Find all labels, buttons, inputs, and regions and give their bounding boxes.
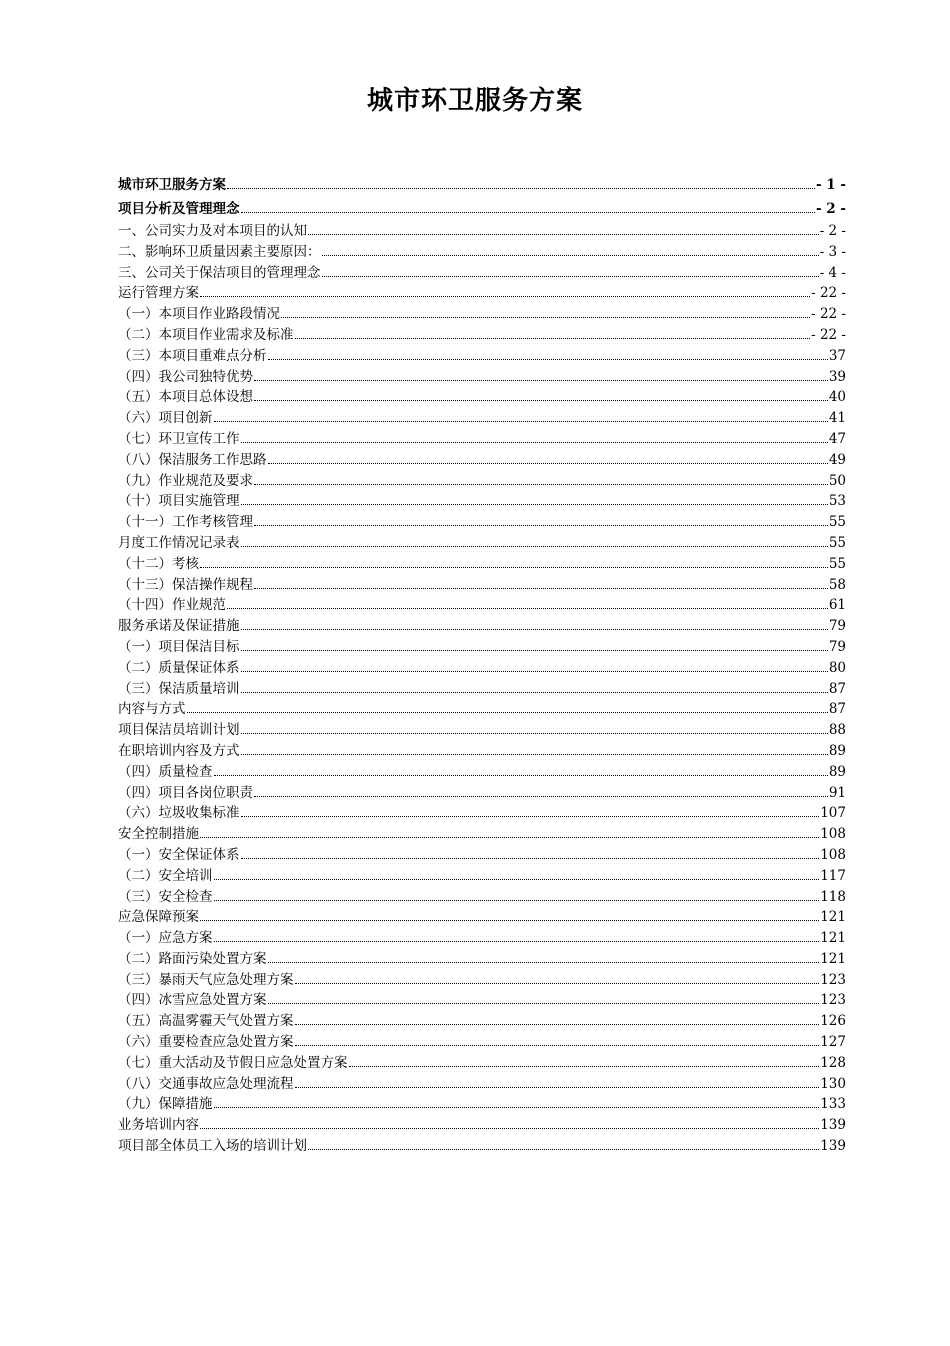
toc-entry-page-number: 123: [820, 971, 846, 988]
toc-dot-leader: [322, 275, 819, 277]
toc-entry-label: （二）质量保证体系: [118, 659, 240, 676]
toc-dot-leader: [214, 878, 820, 880]
toc-dot-leader: [241, 649, 828, 651]
toc-entry-label: 二、影响环卫质量因素主要原因：: [118, 243, 321, 260]
toc-entry-page-number: 50: [828, 472, 846, 489]
toc-entry-label: （五）高温雾霾天气处置方案: [118, 1013, 294, 1030]
toc-entry[interactable]: [118, 741, 846, 762]
toc-entry-page-number: - 1 -: [816, 177, 846, 193]
toc-entry-label: （七）环卫宣传工作: [118, 430, 240, 447]
toc-entry-page-number: 127: [820, 1034, 846, 1051]
toc-entry-label: （八）保洁服务工作思路: [118, 451, 267, 468]
toc-entry-page-number: - 2 -: [819, 223, 846, 239]
toc-dot-leader: [349, 1065, 820, 1067]
toc-entry[interactable]: [118, 887, 846, 908]
toc-dot-leader: [200, 295, 810, 297]
toc-entry-label: （一）本项目作业路段情况: [118, 306, 280, 323]
toc-entry-page-number: 130: [820, 1075, 846, 1092]
toc-entry-label: （九）保障措施: [118, 1096, 213, 1113]
toc-entry-label: （六）重要检查应急处置方案: [118, 1034, 294, 1051]
toc-entry[interactable]: [118, 304, 846, 325]
toc-entry-page-number: 87: [828, 680, 846, 697]
toc-dot-leader: [295, 1023, 820, 1025]
toc-entry[interactable]: [118, 408, 846, 429]
toc-entry-label: （二）路面污染处置方案: [118, 950, 267, 967]
toc-entry[interactable]: [118, 450, 846, 471]
toc-entry[interactable]: [118, 616, 846, 637]
toc-entry-label: （十一）工作考核管理: [118, 514, 253, 531]
toc-entry-label: 城市环卫服务方案: [118, 177, 226, 193]
toc-entry-label: （一）安全保证体系: [118, 846, 240, 863]
toc-entry-page-number: - 3 -: [819, 243, 846, 260]
toc-entry-page-number: 123: [820, 992, 846, 1009]
toc-entry-label: （二）本项目作业需求及标准: [118, 326, 294, 343]
toc-entry-label: 一、公司实力及对本项目的认知: [118, 223, 307, 239]
toc-entry-label: （七）重大活动及节假日应急处置方案: [118, 1054, 348, 1071]
toc-entry-page-number: - 22 -: [811, 285, 846, 302]
toc-entry[interactable]: [118, 699, 846, 720]
toc-entry[interactable]: [118, 1094, 846, 1115]
toc-entry-page-number: 79: [828, 638, 846, 655]
toc-entry-page-number: 55: [828, 514, 846, 531]
toc-entry[interactable]: [118, 658, 846, 679]
toc-entry-page-number: 41: [828, 410, 846, 427]
toc-dot-leader: [241, 211, 816, 213]
toc-entry[interactable]: [118, 387, 846, 408]
toc-entry-page-number: 139: [820, 1138, 846, 1155]
toc-entry-label: 运行管理方案: [118, 285, 199, 302]
toc-entry-label: （四）项目各岗位职责: [118, 784, 253, 801]
toc-dot-leader: [254, 795, 828, 797]
toc-entry-page-number: 89: [828, 742, 846, 759]
toc-entry[interactable]: [118, 1136, 846, 1157]
toc-entry[interactable]: [118, 1053, 846, 1074]
toc-entry-page-number: 39: [828, 368, 846, 385]
toc-entry[interactable]: [118, 283, 846, 304]
toc-entry[interactable]: [118, 554, 846, 575]
toc-entry-page-number: 47: [828, 430, 846, 447]
toc-dot-leader: [200, 919, 819, 921]
toc-entry-page-number: - 22 -: [811, 326, 846, 343]
toc-entry-label: 三、公司关于保洁项目的管理理念: [118, 264, 321, 281]
toc-entry-label: （二）安全培训: [118, 867, 213, 884]
toc-dot-leader: [281, 316, 810, 318]
toc-entry-page-number: 91: [828, 784, 846, 801]
table-of-contents: [118, 173, 846, 1157]
toc-entry[interactable]: [118, 949, 846, 970]
toc-dot-leader: [295, 1044, 820, 1046]
toc-entry-page-number: 89: [828, 763, 846, 780]
toc-entry-label: （三）安全检查: [118, 888, 213, 905]
toc-entry-label: 业务培训内容: [118, 1117, 199, 1134]
toc-entry[interactable]: [118, 803, 846, 824]
toc-entry[interactable]: [118, 970, 846, 991]
toc-entry[interactable]: [118, 429, 846, 450]
toc-entry[interactable]: [118, 866, 846, 887]
toc-dot-leader: [268, 961, 820, 963]
toc-entry[interactable]: [118, 595, 846, 616]
toc-dot-leader: [227, 187, 815, 189]
toc-entry-label: 安全控制措施: [118, 826, 199, 843]
toc-entry-label: （六）垃圾收集标准: [118, 805, 240, 822]
toc-entry[interactable]: [118, 325, 846, 346]
toc-dot-leader: [241, 691, 828, 693]
toc-entry[interactable]: [118, 824, 846, 845]
toc-entry[interactable]: [118, 197, 846, 221]
toc-entry-label: （四）质量检查: [118, 763, 213, 780]
toc-entry[interactable]: [118, 762, 846, 783]
toc-entry-label: （九）作业规范及要求: [118, 472, 253, 489]
toc-entry[interactable]: [118, 637, 846, 658]
toc-entry-label: （三）保洁质量培训: [118, 680, 240, 697]
toc-dot-leader: [241, 753, 828, 755]
toc-entry[interactable]: [118, 533, 846, 554]
toc-entry[interactable]: [118, 990, 846, 1011]
toc-dot-leader: [241, 503, 828, 505]
toc-entry-label: （三）暴雨天气应急处理方案: [118, 971, 294, 988]
toc-entry[interactable]: [118, 720, 846, 741]
toc-entry[interactable]: [118, 263, 846, 284]
toc-dot-leader: [214, 940, 820, 942]
toc-dot-leader: [241, 732, 828, 734]
toc-entry[interactable]: [118, 221, 846, 242]
toc-dot-leader: [200, 836, 819, 838]
toc-entry[interactable]: [118, 367, 846, 388]
toc-dot-leader: [254, 483, 828, 485]
toc-dot-leader: [241, 857, 820, 859]
toc-dot-leader: [241, 545, 828, 547]
toc-entry-page-number: 88: [828, 722, 846, 739]
toc-dot-leader: [295, 982, 820, 984]
toc-dot-leader: [268, 358, 828, 360]
toc-dot-leader: [254, 587, 828, 589]
toc-dot-leader: [200, 566, 828, 568]
toc-entry-label: （五）本项目总体设想: [118, 389, 253, 406]
toc-entry-page-number: 87: [828, 701, 846, 718]
toc-entry-label: （四）冰雪应急处置方案: [118, 992, 267, 1009]
toc-entry-page-number: 126: [820, 1013, 846, 1030]
toc-entry[interactable]: [118, 679, 846, 700]
toc-entry-label: 项目分析及管理理念: [118, 201, 240, 217]
toc-entry-label: 内容与方式: [118, 701, 186, 718]
toc-entry-page-number: 121: [820, 909, 846, 926]
toc-dot-leader: [241, 441, 828, 443]
toc-entry[interactable]: [118, 1115, 846, 1136]
toc-entry-label: 应急保障预案: [118, 909, 199, 926]
toc-entry[interactable]: [118, 1011, 846, 1032]
toc-dot-leader: [200, 1127, 819, 1129]
toc-entry[interactable]: [118, 575, 846, 596]
toc-entry-label: （一）应急方案: [118, 930, 213, 947]
toc-dot-leader: [295, 1086, 820, 1088]
toc-dot-leader: [241, 628, 828, 630]
toc-entry-page-number: 133: [820, 1096, 846, 1113]
toc-entry-label: （六）项目创新: [118, 410, 213, 427]
toc-dot-leader: [187, 711, 828, 713]
toc-entry-page-number: 108: [820, 826, 846, 843]
toc-dot-leader: [214, 774, 828, 776]
toc-dot-leader: [268, 1002, 820, 1004]
toc-entry-page-number: 55: [828, 555, 846, 572]
toc-entry-page-number: - 2 -: [816, 201, 846, 217]
toc-dot-leader: [227, 607, 828, 609]
toc-entry-page-number: - 4 -: [819, 264, 846, 281]
toc-dot-leader: [308, 233, 819, 235]
toc-entry-label: （十）项目实施管理: [118, 493, 240, 510]
toc-entry[interactable]: [118, 242, 846, 263]
toc-entry-label: （十二）考核: [118, 555, 199, 572]
toc-entry-label: 服务承诺及保证措施: [118, 618, 240, 635]
toc-entry-page-number: 37: [828, 347, 846, 364]
toc-entry-label: （十四）作业规范: [118, 597, 226, 614]
toc-entry-label: 项目保洁员培训计划: [118, 722, 240, 739]
toc-entry[interactable]: [118, 173, 846, 197]
toc-dot-leader: [322, 254, 819, 256]
toc-entry-page-number: 117: [820, 867, 846, 884]
toc-entry-page-number: 121: [820, 930, 846, 947]
toc-entry-page-number: 121: [820, 950, 846, 967]
toc-dot-leader: [241, 815, 820, 817]
toc-entry-page-number: 55: [828, 534, 846, 551]
toc-entry-label: （十三）保洁操作规程: [118, 576, 253, 593]
toc-entry-page-number: 139: [820, 1117, 846, 1134]
toc-entry-label: 月度工作情况记录表: [118, 534, 240, 551]
toc-dot-leader: [241, 670, 828, 672]
toc-entry[interactable]: [118, 783, 846, 804]
toc-entry[interactable]: [118, 928, 846, 949]
toc-entry-label: 项目部全体员工入场的培训计划: [118, 1138, 307, 1155]
toc-entry[interactable]: [118, 346, 846, 367]
toc-entry-page-number: 61: [828, 597, 846, 614]
toc-entry-label: 在职培训内容及方式: [118, 742, 240, 759]
toc-entry-page-number: 40: [828, 389, 846, 406]
toc-entry[interactable]: [118, 907, 846, 928]
document-title: 城市环卫服务方案: [366, 86, 583, 116]
toc-entry[interactable]: [118, 491, 846, 512]
toc-entry[interactable]: [118, 845, 846, 866]
toc-entry-page-number: 108: [820, 846, 846, 863]
toc-entry-label: （四）我公司独特优势: [118, 368, 253, 385]
toc-dot-leader: [214, 420, 828, 422]
toc-entry-page-number: 79: [828, 618, 846, 635]
toc-entry-page-number: 49: [828, 451, 846, 468]
toc-entry[interactable]: [118, 1032, 846, 1053]
toc-dot-leader: [295, 337, 811, 339]
toc-dot-leader: [268, 462, 828, 464]
toc-dot-leader: [214, 899, 820, 901]
toc-entry[interactable]: [118, 1074, 846, 1095]
toc-entry-page-number: 53: [828, 493, 846, 510]
toc-entry-page-number: 107: [820, 805, 846, 822]
toc-dot-leader: [254, 379, 828, 381]
toc-entry[interactable]: [118, 512, 846, 533]
toc-entry-page-number: 118: [820, 888, 846, 905]
toc-dot-leader: [254, 524, 828, 526]
toc-dot-leader: [308, 1148, 819, 1150]
toc-entry-page-number: 80: [828, 659, 846, 676]
toc-dot-leader: [214, 1106, 820, 1108]
toc-entry-page-number: 58: [828, 576, 846, 593]
toc-entry[interactable]: [118, 471, 846, 492]
toc-entry-page-number: - 22 -: [811, 306, 846, 323]
toc-entry-page-number: 128: [820, 1054, 846, 1071]
toc-entry-label: （八）交通事故应急处理流程: [118, 1075, 294, 1092]
toc-dot-leader: [254, 399, 828, 401]
toc-entry-label: （三）本项目重难点分析: [118, 347, 267, 364]
toc-entry-label: （一）项目保洁目标: [118, 638, 240, 655]
